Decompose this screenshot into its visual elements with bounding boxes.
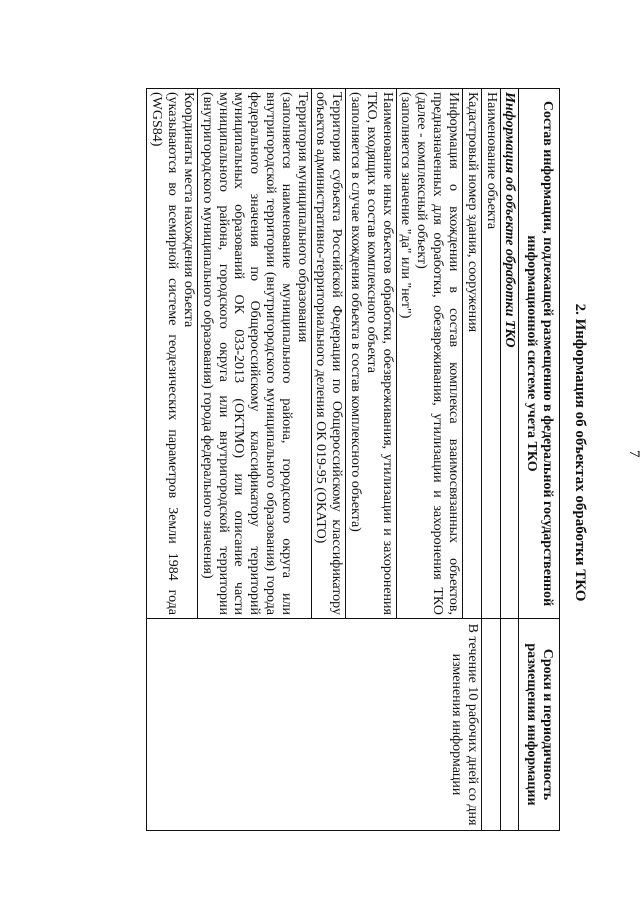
row-other-objects [346,89,396,619]
row-main-text: Координаты места нахождения объекта [180,92,196,328]
section-heading: 2. Информация об объектах обработки ТКО [572,303,588,602]
row-main-text: Информация о вхождении в состав комплекса взаимосвязанных объектов, предназначенных для обработки, обезвреживания, утилизации и захоронения ТКО (далее - комплексный объект) [414,92,461,615]
deadline-cell: В течение 10 рабочих дней со дня изменения информации [147,619,481,831]
row-coordinates [147,89,197,619]
empty-cell [500,619,519,831]
row-note-text: (заполняется значение "да" или "нет") [398,92,414,319]
row-note-text: (заполняется в случае вхождения объекта в состав комплексного объекта) [348,92,364,532]
table-row [481,89,500,831]
header-composition: Состав информации, подлежащей размещению в федеральной государственной информационной системе учета ТКО [519,89,560,619]
header-deadline: Сроки и периодичность размещения информации [519,619,560,831]
table-row [462,89,481,831]
page-number: 7 [626,450,642,458]
row-note-text: (указываются во всемирной системе геодезических параметров Земли 1984 года (WGS84) [149,92,181,615]
row-cadastral-number: Кадастровый номер здания, сооружения [462,89,481,619]
row-municipal-territory [197,89,311,619]
row-okato-territory: Территория субъекта Российской Федерации по Общероссийскому классификатору объектов административно-территориального деления ОК 019-95 (ОКАТО) [311,89,346,619]
row-main-text: Наименование иных объектов обработки, обезвреживания, утилизации и захоронения ТКО, входящих в состав комплексного объекта [363,92,395,615]
section-title: Информация об объекте обработки ТКО [500,89,519,619]
section-row [500,89,519,831]
row-complex-membership [396,89,462,619]
row-object-name: Наименование объекта [481,89,500,619]
empty-cell [481,619,500,831]
row-note-text: (заполняется наименование муниципального района, городского округа или внутригородской территории (внутригородского муниципального образования) города федерального значения по Общероссийскому классификатору территорий муниципальных образований ОК 033-2013 (ОКТМО) или описание части муниципального района, городского округа или внутригородской территории (внутригородского муниципального образования) города федерального значения) [199,92,294,615]
info-table [147,88,561,831]
table-header-row [519,89,560,831]
row-main-text: Территория муниципального образования [294,92,310,343]
